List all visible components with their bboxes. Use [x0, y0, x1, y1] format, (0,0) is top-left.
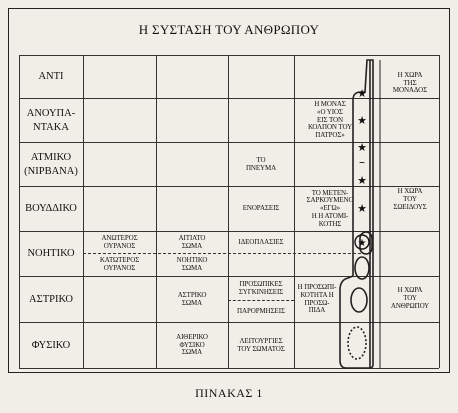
row-label-noitiko: ΝΟΗΤΙΚΟ: [27, 248, 75, 260]
cell-anoteros-ouranos: ΑΝΩΤΕΡΟΣ ΟΥΡΑΝΟΣ: [101, 233, 138, 250]
cell-katoteros-ouranos: ΚΑΤΩΤΕΡΟΣ ΟΥΡΑΝΟΣ: [99, 256, 140, 272]
star-icon: ★: [357, 87, 367, 100]
star-icon: ★: [357, 114, 367, 127]
cell-noitiko-soma: ΝΟΗΤΙΚΟ ΣΩΜΑ: [176, 256, 208, 272]
star-icon: ★: [357, 238, 367, 249]
row-label-atmiko: ΑΤΜΙΚΟ (ΝΙΡΒΑΝΑ): [24, 152, 78, 177]
cell-prosopikes-sygkiniseis: ΠΡΟΣΩΠΙΚΕΣ ΣΥΓΚΙΝΗΣΕΙΣ: [238, 279, 284, 296]
cell-pneuma: ΤΟ ΠΝΕΥΜΑ: [245, 155, 277, 172]
row-label-fysiko: ΦΥΣΙΚΟ: [31, 339, 71, 351]
cell-metensarkoumeno: ΤΟ ΜΕΤΕΝ- ΣΑΡΚΟΥΜΕΝΟ «ΕΓΩ» Η Η ΑΤΟΜΙ- ΚΟΤΗΣ: [306, 188, 354, 228]
label-chora-anthropou: Η ΧΩΡΑ ΤΟΥ ΑΝΘΡΩΠΟΥ: [390, 286, 430, 310]
label-chora-monados: Η ΧΩΡΑ ΤΗΣ ΜΟΝΑΔΟΣ: [392, 70, 428, 95]
cell-astriko-soma: ΑΣΤΡΙΚΟ ΣΩΜΑ: [177, 290, 207, 307]
row-label-anoupantaka: ΑΝΟΥΠΑ- ΝΤΑΚΑ: [26, 108, 76, 133]
cell-aitheriko-soma: ΑΙΘΕΡΙΚΟ ΦΥΣΙΚΟ ΣΩΜΑ: [176, 332, 208, 357]
cell-ideoplasies: ΙΔΕΟΠΛΑΣΙΕΣ: [238, 237, 284, 246]
row-label-vouddiko: ΒΟΥΔΔΙΚΟ: [25, 203, 77, 215]
row-label-anti: ΑΝΤΙ: [38, 71, 64, 83]
inner-contour-middle: [355, 257, 369, 279]
cell-enoraseis: ΕΝΟΡΑΣΕΙΣ: [242, 204, 280, 213]
label-chora-soeidous: Η ΧΩΡΑ ΤΟΥ ΣΩΕΙΔΟΥΣ: [393, 187, 427, 211]
dash-marker: –: [359, 155, 365, 169]
star-icon: ★: [357, 202, 367, 215]
cell-paromoiseis: ΠΑΡΟΡΜΗΣΕΙΣ: [237, 306, 285, 315]
star-icon: ★: [357, 174, 367, 187]
cell-leitourgies: ΛΕΙΤΟΥΡΓΙΕΣ ΤΟΥ ΣΩΜΑΤΟΣ: [237, 336, 285, 353]
row-label-astriko: ΑΣΤΡΙΚΟ: [29, 293, 73, 305]
table-caption: ΠΙΝΑΚΑΣ 1: [195, 386, 263, 400]
star-icon: ★: [357, 141, 367, 154]
cell-monad: Η ΜΟΝΑΣ «Ο ΥΙΟΣ ΕΙΣ ΤΟΝ ΚΟΛΠΟΝ ΤΟΥ ΠΑΤΡΟΣ»: [307, 100, 353, 140]
inner-contour-lower: [351, 288, 367, 312]
table-title: Η ΣΥΣΤΑΣΗ ΤΟΥ ΑΝΘΡΩΠΟΥ: [138, 22, 320, 37]
cell-aitiato-soma: ΑΙΤΙΑΤΟ ΣΩΜΑ: [178, 233, 206, 250]
cell-prosopikotita: Η ΠΡΟΣΩΠΙ- ΚΟΤΗΤΑ Η ΠΡΟΣΩ- ΠΙΔΑ: [297, 283, 337, 315]
physical-body-oval: [348, 327, 366, 359]
